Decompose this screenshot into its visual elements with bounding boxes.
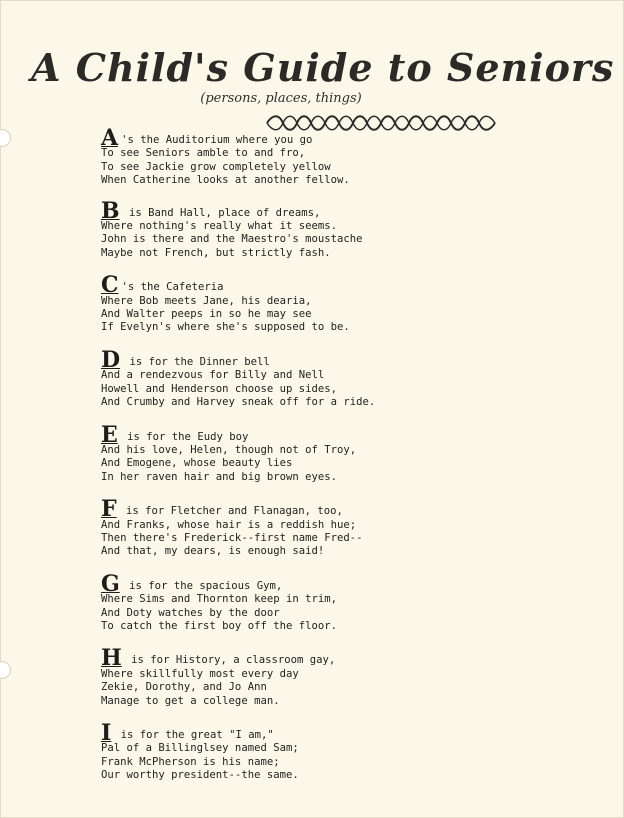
poem-line: And Walter peeps in so he may see [101, 308, 312, 321]
drop-cap-initial: D [101, 346, 121, 373]
stanza [101, 272, 401, 335]
stanza [101, 720, 401, 783]
drop-cap-initial: H [101, 645, 122, 672]
poem-line: Then there's Frederick--first name Fred-- [101, 531, 363, 544]
poem-line: And that, my dears, is enough said! [101, 545, 325, 558]
poem-line: To see Seniors amble to and fro, [101, 147, 306, 160]
poem-line-text: is for the great "I am," [114, 729, 274, 741]
poem-line: If Evelyn's where she's supposed to be. [101, 321, 350, 334]
poem-line-text: is for the Eudy boy [120, 430, 249, 443]
poem-line [101, 125, 401, 151]
page-title: A Child's Guide to Seniors [31, 45, 615, 90]
poem-line: Where Sims and Thornton keep in trim, [101, 593, 337, 606]
poem-line: Pal of a Billinglsey named Sam; [101, 742, 299, 755]
poem-line: Our worthy president--the same. [101, 769, 299, 782]
poem-line: Maybe not French, but strictly fash. [101, 246, 331, 259]
poem-line: John is there and the Maestro's moustache [101, 233, 363, 246]
poem-body [101, 125, 401, 799]
poem-line [101, 645, 401, 672]
drop-cap-initial: E [101, 421, 118, 448]
poem-line [101, 197, 401, 224]
stanza [101, 496, 401, 559]
poem-line: Manage to get a college man. [101, 694, 280, 707]
poem-line-text: is for the spacious Gym, [122, 579, 283, 592]
poem-line [101, 570, 401, 597]
poem-line-text: 's the Auditorium where you go [121, 134, 313, 146]
poem-line [101, 272, 401, 299]
stanza [101, 645, 401, 708]
poem-line-text: 's the Cafeteria [121, 281, 224, 294]
poem-line: In her raven hair and big brown eyes. [101, 470, 337, 483]
drop-cap-initial: I [101, 720, 112, 746]
drop-cap-initial: F [101, 496, 117, 523]
poem-line: When Catherine looks at another fellow. [101, 174, 350, 187]
poem-line [101, 346, 401, 373]
poem-line: Zekie, Dorothy, and Jo Ann [101, 681, 267, 694]
poem-line: To catch the first boy off the floor. [101, 619, 337, 632]
drop-cap-initial: C [101, 272, 119, 299]
poem-line: Where Bob meets Jane, his dearia, [101, 294, 312, 307]
poem-line: And his love, Helen, though not of Troy, [101, 443, 357, 456]
poem-line: Where nothing's really what it seems. [101, 220, 337, 233]
poem-line-text: is for the Dinner bell [123, 355, 270, 368]
poem-line-text: is for Fletcher and Flanagan, too, [119, 505, 343, 518]
stanza [101, 346, 401, 410]
poem-line-text: is Band Hall, place of dreams, [122, 206, 321, 219]
poem-line [101, 421, 401, 448]
poem-line: And Crumby and Harvey sneak off for a ride. [101, 396, 376, 409]
stanza [101, 197, 401, 261]
poem-line: To see Jackie grow completely yellow [101, 160, 331, 173]
poem-line: And Emogene, whose beauty lies [101, 457, 293, 470]
drop-cap-initial: B [101, 197, 120, 224]
poem-line: And a rendezvous for Billy and Nell [101, 369, 325, 382]
drop-cap-initial: G [101, 570, 120, 597]
poem-line: Where skillfully most every day [101, 667, 299, 680]
poem-line-text: is for History, a classroom gay, [124, 654, 336, 667]
stanza [101, 421, 401, 485]
poem-line [101, 720, 401, 746]
stanza [101, 125, 401, 188]
poem-line: And Franks, whose hair is a reddish hue; [101, 518, 357, 531]
poem-line: Frank McPherson is his name; [101, 755, 280, 768]
binder-hole-bottom [0, 661, 11, 679]
page-subtitle: (persons, places, things) [200, 91, 362, 106]
drop-cap-initial: A [101, 125, 119, 151]
stanza [101, 570, 401, 634]
binder-hole-top [0, 129, 11, 147]
poem-line [101, 496, 401, 523]
poem-line: And Doty watches by the door [101, 606, 280, 619]
poem-line: Howell and Henderson choose up sides, [101, 382, 337, 395]
